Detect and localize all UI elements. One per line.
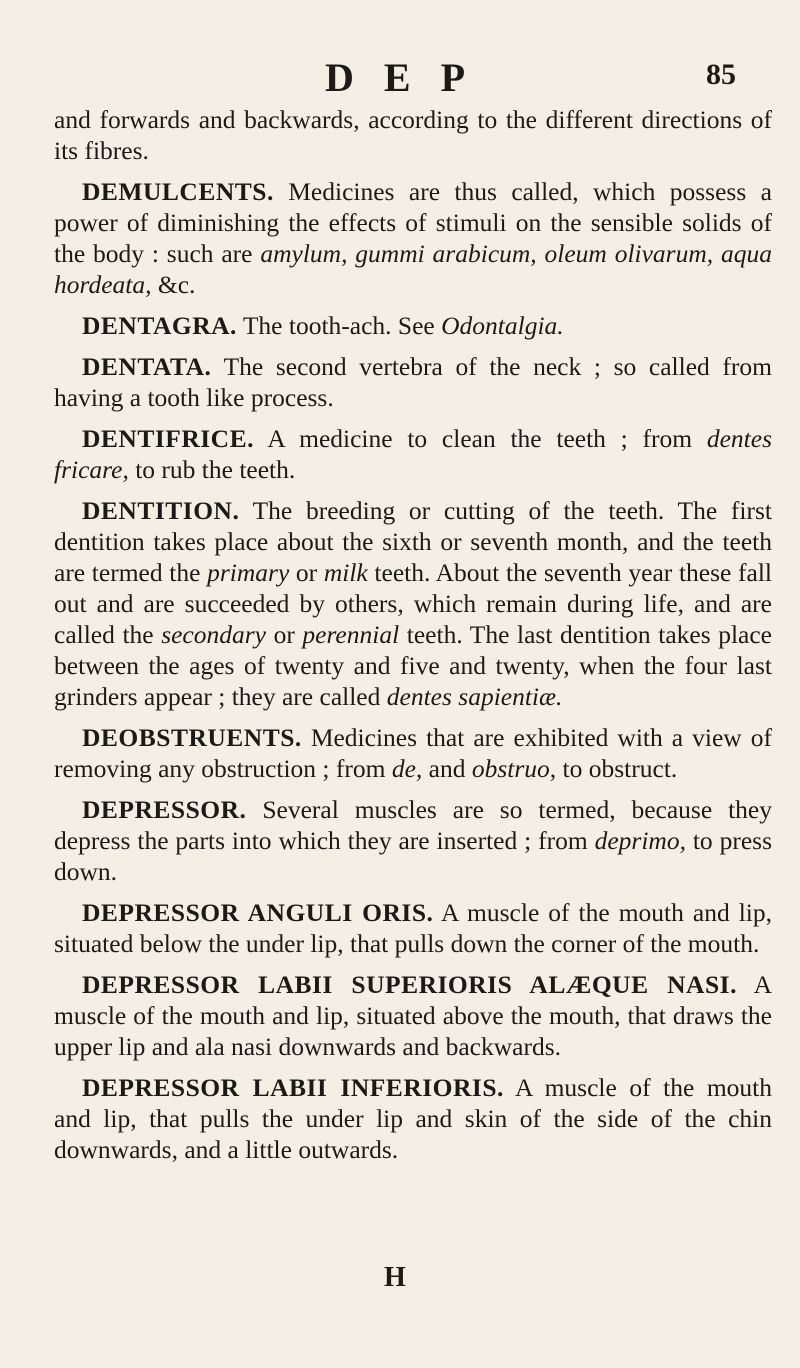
entry-italic-text: de,: [391, 754, 423, 783]
entry-definition-text: Medicines that are exhibited with a view of removing any obstruction ; from: [54, 723, 772, 783]
entry-term: DENTATA.: [82, 352, 212, 381]
entry-definition-text: The tooth-ach. See: [236, 311, 442, 340]
entry-definition-text: The breeding or cutting of the teeth. The first dentition takes place about the sixth or seventh month, and the teeth are termed the: [54, 496, 772, 587]
entry-italic-text: deprimo,: [594, 826, 686, 855]
entry-italic-text: dentes fricare,: [54, 424, 772, 484]
dictionary-entry: [54, 722, 772, 784]
entry-definition-text: The second vertebra of the neck ; so called from having a tooth like process.: [54, 352, 772, 412]
entry-italic-text: milk: [323, 558, 368, 587]
dictionary-entry: [54, 310, 772, 341]
entry-definition-text: Several muscles are so termed, because they depress the parts into which they are inserted ; from: [54, 795, 772, 855]
entry-term: DEOBSTRUENTS.: [82, 723, 302, 752]
entry-term: DEPRESSOR ANGULI ORIS.: [82, 898, 434, 927]
entry-definition-text: A muscle of the mouth and lip, situated below the under lip, that pulls down the corner of the mouth.: [54, 898, 772, 958]
entry-definition-text: and: [422, 754, 472, 783]
entry-definition-text: or: [266, 620, 303, 649]
entry-term: DEPRESSOR LABII SUPERIORIS ALÆQUE NASI.: [82, 970, 737, 999]
running-head: D E P: [325, 55, 475, 100]
entry-list: [54, 176, 772, 1165]
entry-definition-text: A medicine to clean the teeth ; from: [254, 424, 707, 453]
page-header: [0, 54, 800, 104]
entry-definition-text: teeth. The last dentition takes place between the ages of twenty and five and twenty, when the four last grinders appear ; they are called: [54, 620, 772, 711]
dictionary-entry: [54, 423, 772, 485]
entry-italic-text: dentes sapientiæ.: [386, 682, 563, 711]
entry-definition-text: to obstruct.: [556, 754, 678, 783]
dictionary-entry: [54, 351, 772, 413]
entry-definition-text: &c.: [151, 270, 196, 299]
dictionary-entry: [54, 1072, 772, 1165]
signature-mark: H: [384, 1262, 406, 1293]
entry-italic-text: Odontalgia.: [441, 311, 564, 340]
entry-definition-text: A muscle of the mouth and lip, situated above the mouth, that draws the upper lip and ala nasi downwards and backwards.: [54, 970, 773, 1061]
entry-term: DEMULCENTS.: [82, 177, 274, 206]
entry-definition-text: Medicines are thus called, which possess a power of diminishing the effects of stimuli on the sensible solids of the body : such are: [54, 177, 772, 268]
dictionary-body: [54, 104, 772, 1175]
dictionary-entry: [54, 794, 772, 887]
entry-italic-text: secondary: [161, 620, 266, 649]
continuation-paragraph: and forwards and backwards, according to the different directions of its fibres.: [54, 105, 772, 165]
entry-italic-text: perennial: [302, 620, 400, 649]
entry-definition-text: or: [289, 558, 324, 587]
entry-definition-text: to press down.: [54, 826, 772, 886]
dictionary-entry: [54, 897, 772, 959]
entry-term: DEPRESSOR LABII INFERIORIS.: [82, 1073, 504, 1102]
entry-italic-text: obstruo,: [471, 754, 557, 783]
entry-italic-text: amylum, gummi arabicum, oleum olivarum, aqua hordeata,: [54, 239, 772, 299]
dictionary-entry: [54, 176, 772, 300]
entry-definition-text: teeth. About the seventh year these fall out and are succeeded by others, which remain during life, and are called the: [54, 558, 772, 649]
entry-term: DEPRESSOR.: [82, 795, 247, 824]
dictionary-entry: [54, 969, 772, 1062]
entry-italic-text: primary: [207, 558, 290, 587]
dictionary-entry: [54, 495, 772, 712]
entry-term: DENTITION.: [82, 496, 240, 525]
entry-definition-text: to rub the teeth.: [128, 455, 296, 484]
page-number: 85: [706, 58, 736, 91]
entry-definition-text: A muscle of the mouth and lip, that pulls the under lip and skin of the side of the chin downwards, and a little outwards.: [54, 1073, 772, 1164]
entry-term: DENTIFRICE.: [82, 424, 254, 453]
entry-term: DENTAGRA.: [82, 311, 237, 340]
